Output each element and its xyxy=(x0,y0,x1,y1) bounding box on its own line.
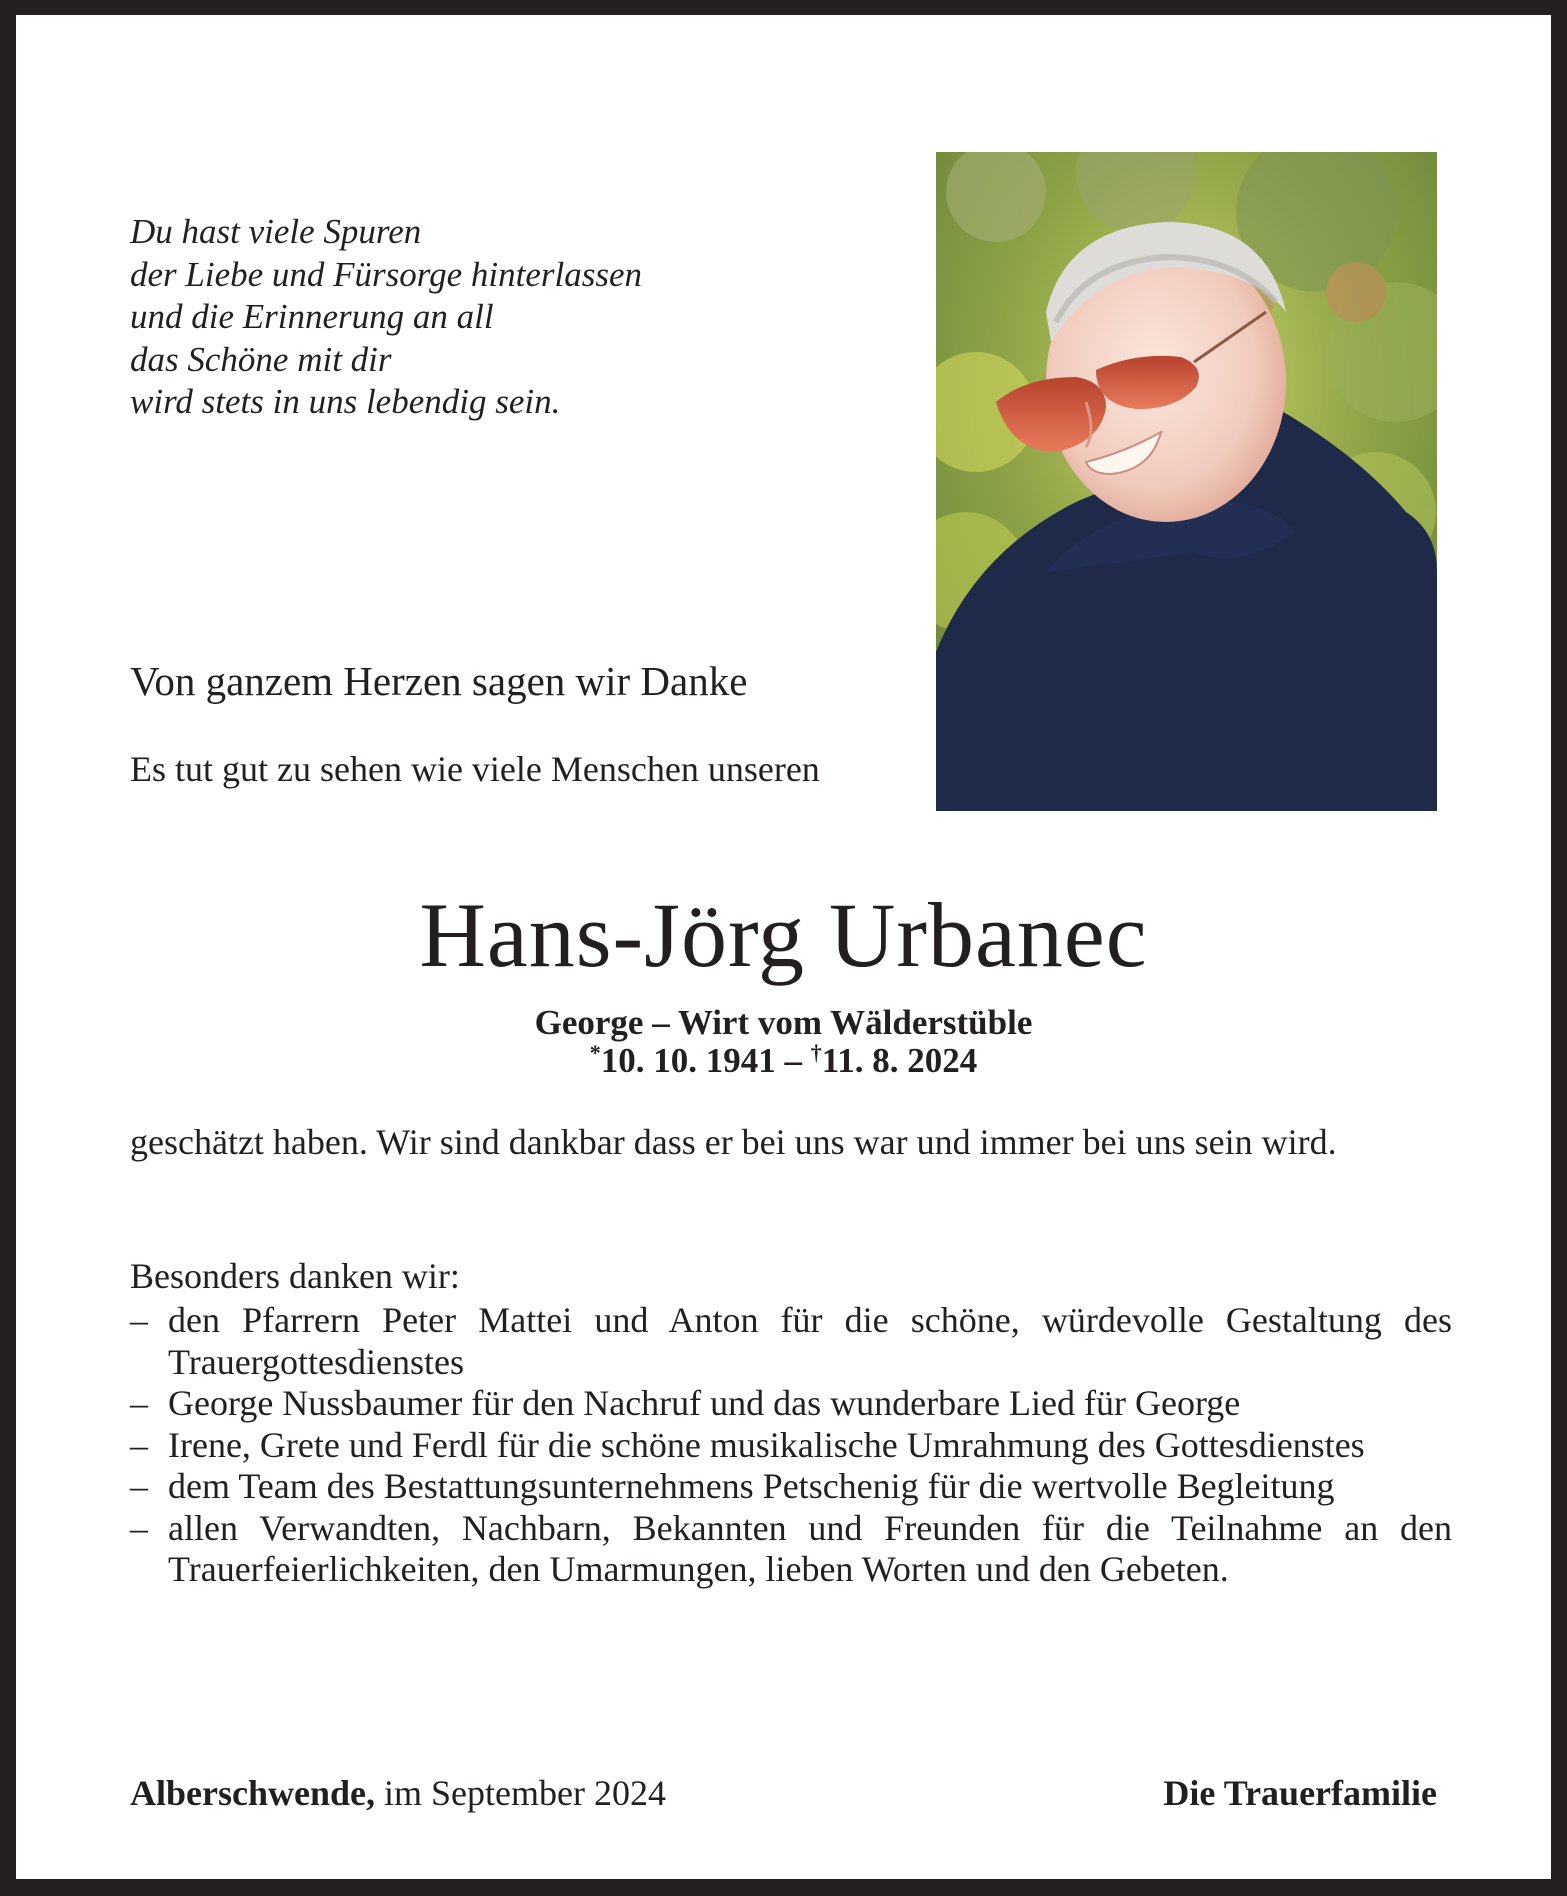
thanks-item-text: Irene, Grete und Ferdl für die schöne musikalische Umrahmung des Gottesdienstes xyxy=(168,1424,1365,1465)
dash-bullet-icon: – xyxy=(130,1507,148,1548)
special-thanks-list xyxy=(130,1300,1452,1591)
body-text: geschätzt haben. Wir sind dankbar dass er bei uns war und immer bei uns sein wird. xyxy=(130,1122,1337,1162)
poem-line: und die Erinnerung an all xyxy=(130,297,494,336)
deceased-name: Hans-Jörg Urbanec xyxy=(419,884,1148,986)
deceased-nickname: George – Wirt vom Wälderstüble xyxy=(534,1003,1033,1042)
thanks-item-text: allen Verwandten, Nachbarn, Bekannten und Freunden für die Teilnahme an den Trauerfeierlichkeiten, den Umarmungen, lieben Worten und den Gebeten. xyxy=(168,1507,1452,1589)
dash-bullet-icon: – xyxy=(130,1424,148,1465)
poem-line: das Schöne mit dir xyxy=(130,339,392,379)
portrait-illustration xyxy=(936,152,1437,811)
thanks-heading: Von ganzem Herzen sagen wir Danke xyxy=(130,658,748,704)
death-cross-icon: † xyxy=(810,1040,822,1065)
intro-text: Es tut gut zu sehen wie viele Menschen unseren xyxy=(130,749,820,789)
poem-line: der Liebe und Fürsorge hinterlassen xyxy=(130,254,642,294)
date-separator: – xyxy=(784,1041,802,1080)
memorial-poem xyxy=(130,211,642,424)
thanks-item-text: dem Team des Bestattungsunternehmens Petschenig für die wertvolle Begleitung xyxy=(168,1466,1335,1506)
birth-star-icon: * xyxy=(589,1040,601,1065)
signature: Die Trauerfamilie xyxy=(1163,1773,1437,1813)
place: Alberschwende, xyxy=(130,1773,375,1813)
special-thanks-label: Besonders danken wir: xyxy=(130,1256,460,1296)
thanks-item xyxy=(130,1425,1452,1467)
thanks-item xyxy=(130,1508,1452,1591)
dash-bullet-icon: – xyxy=(130,1300,148,1340)
dash-bullet-icon: – xyxy=(130,1466,148,1506)
thanks-item xyxy=(130,1300,1452,1383)
thanks-item xyxy=(130,1383,1452,1425)
poem-line: wird stets in uns lebendig sein. xyxy=(130,382,561,421)
life-dates xyxy=(16,1041,1551,1081)
place-and-date xyxy=(130,1771,666,1815)
thanks-item-text: George Nussbaumer für den Nachruf und das wunderbare Lied für George xyxy=(168,1383,1241,1423)
death-date: 11. 8. 2024 xyxy=(821,1041,978,1080)
portrait-photo xyxy=(936,152,1437,811)
birth-date: 10. 10. 1941 xyxy=(600,1041,776,1080)
obituary-notice xyxy=(16,15,1551,1879)
poem-line: Du hast viele Spuren xyxy=(130,212,422,251)
dash-bullet-icon: – xyxy=(130,1383,148,1423)
thanks-item xyxy=(130,1466,1452,1508)
date: im September 2024 xyxy=(384,1773,666,1813)
thanks-item-text: den Pfarrern Peter Mattei und Anton für die schöne, würdevolle Gestaltung des Trauergottesdienstes xyxy=(168,1300,1452,1382)
